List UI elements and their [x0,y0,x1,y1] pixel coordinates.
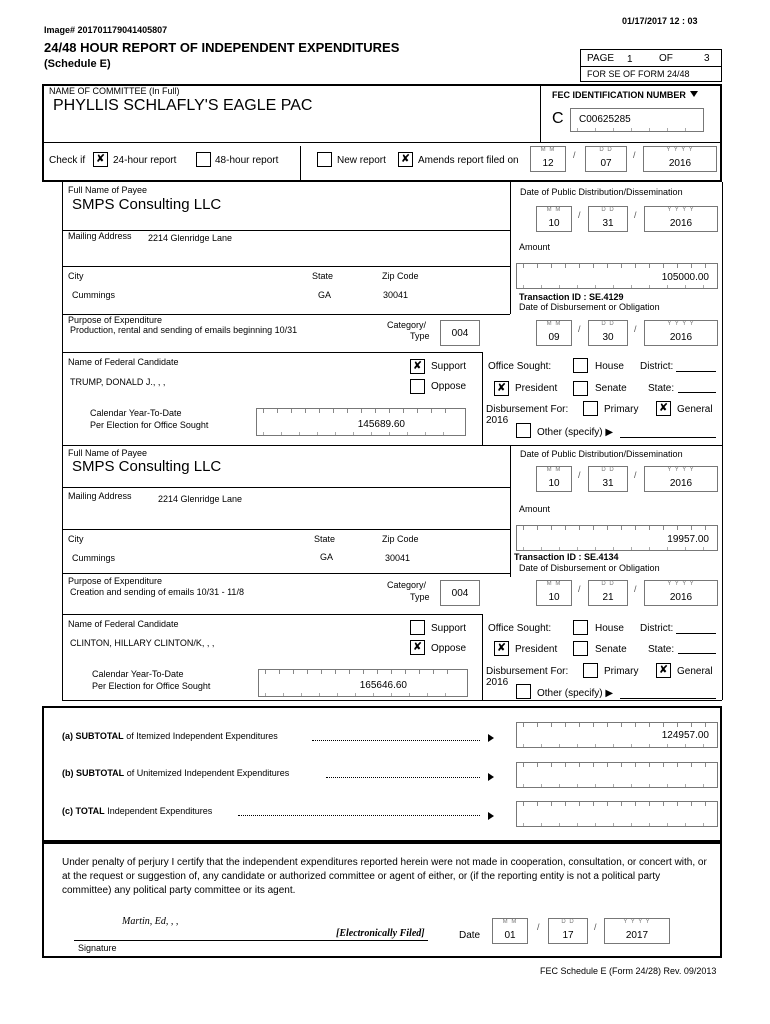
city-value: Cummings [72,290,116,300]
date-label: Date [459,930,481,941]
ytd-label-2: Per Election for Office Sought [90,420,209,430]
fec-id-prefix: C [552,110,564,127]
district-label: District: [640,623,674,634]
type-label: Type [410,592,430,602]
check-if-label: Check if [49,155,86,166]
zip-value: 30041 [385,553,411,563]
category-field[interactable]: 004 [440,580,480,606]
disb-date-label: Date of Disbursement or Obligation [519,563,660,573]
fec-id-value: C00625285 [579,114,631,125]
mailing-address: 2214 Glenridge Lane [148,233,233,243]
state-field-label: State: [648,383,675,394]
subtotal-b-field[interactable] [516,762,718,788]
support-label: Support [431,361,467,372]
senate-label: Senate [595,644,627,655]
label-amends: Amends report filed on [418,155,519,166]
general-label: General [677,404,713,415]
payee-name: SMPS Consulting LLC [72,458,222,475]
pub-date-mm[interactable]: M M 10 [536,206,572,232]
report-datetime: 01/17/2017 12 : 03 [622,16,698,26]
amount-label: Amount [519,242,551,252]
state-field-label: State: [648,644,675,655]
city-label: City [68,271,84,281]
general-checkbox[interactable]: ✘ [656,663,671,678]
candidate-name: CLINTON, HILLARY CLINTON/K, , , [70,638,215,648]
page-label: PAGE [587,53,615,64]
triangle-down-icon [690,91,698,97]
oppose-checkbox[interactable]: ✘ [410,640,425,655]
disb-date-mm[interactable]: M M 09 [536,320,572,346]
of-label: OF [659,53,673,64]
senate-label: Senate [595,383,627,394]
senate-checkbox[interactable] [573,381,588,396]
ytd-label-1: Calendar Year-To-Date [90,408,182,418]
disb-date-dd[interactable]: D D 21 [588,580,628,606]
disbursement-for-label: Disbursement For: [486,404,569,415]
fec-id-field[interactable] [570,108,704,132]
payee-label: Full Name of Payee [68,185,148,195]
pub-date-mm[interactable]: M M 10 [536,466,572,492]
primary-checkbox[interactable] [583,401,598,416]
fec-id-label [552,90,698,100]
category-label: Category/ [387,320,427,330]
total-c-label: (c) TOTAL Independent Expenditures [62,806,213,816]
disbursement-for-label: Disbursement For: [486,666,569,677]
arrow-right-icon [488,773,494,781]
support-checkbox[interactable] [410,620,425,635]
amend-date-yyyy[interactable]: Y Y Y Y 2016 [643,146,717,172]
arrow-right-icon [488,734,494,742]
disb-date-dd[interactable]: D D 30 [588,320,628,346]
ytd-field[interactable]: 145689.60 [256,408,466,436]
page-box [580,49,722,82]
amount-field[interactable]: 19957.00 [516,525,718,551]
mailing-label: Mailing Address [68,231,132,241]
other-checkbox[interactable] [516,684,531,699]
state-value: GA [318,290,332,300]
checkbox-48-hour[interactable] [196,152,211,167]
district-label: District: [640,361,674,372]
disb-date-label: Date of Disbursement or Obligation [519,302,660,312]
label-new-report: New report [337,155,386,166]
sign-date-yyyy[interactable]: Y Y Y Y 2017 [604,918,670,944]
city-value: Cummings [72,553,116,563]
other-label: Other (specify) ▶ [537,427,614,438]
purpose-label: Purpose of Expenditure [68,576,163,586]
pub-date-yyyy[interactable]: Y Y Y Y 2016 [644,466,718,492]
office-label: Office Sought: [488,623,552,634]
transaction-id: Transaction ID : SE.4129 [519,292,624,302]
page-total: 3 [704,53,710,64]
mailing-label: Mailing Address [68,491,132,501]
disbursement-year: 2016 [486,415,509,426]
support-checkbox[interactable]: ✘ [410,359,425,374]
certification-text: Under penalty of perjury I certify that the independent expenditures reported herein were not made in cooperation, consultation, or concert with, or at the request or suggestion of, any candidate or authorized committee or agent of either, or (if the reporting entity is not a political party committee) any political party committee or its agent. [62,857,707,896]
primary-checkbox[interactable] [583,663,598,678]
amount-label: Amount [519,504,551,514]
oppose-label: Oppose [431,643,467,654]
subtotal-a-label: (a) SUBTOTAL of Itemized Independent Expenditures [62,731,278,741]
state-label: State [314,534,336,544]
house-label: House [595,623,624,634]
state-value: GA [320,552,334,562]
other-label: Other (specify) ▶ [537,688,614,699]
oppose-label: Oppose [431,381,467,392]
for-se-label: FOR SE OF FORM 24/48 [587,69,690,79]
label-24-hour: 24-hour report [113,155,177,166]
disbursement-year: 2016 [486,677,509,688]
signature-label: Signature [78,943,117,953]
city-label: City [68,534,84,544]
purpose-label: Purpose of Expenditure [68,315,163,325]
committee-name: PHYLLIS SCHLAFLY'S EAGLE PAC [53,97,313,114]
oppose-checkbox[interactable] [410,379,425,394]
pub-date-dd[interactable]: D D 31 [588,206,628,232]
mailing-address: 2214 Glenridge Lane [158,494,243,504]
electronically-filed: [Electronically Filed] [336,928,425,939]
primary-label: Primary [604,666,639,677]
other-checkbox[interactable] [516,423,531,438]
arrow-right-icon [488,812,494,820]
disb-date-yyyy[interactable]: Y Y Y Y 2016 [644,580,718,606]
senate-checkbox[interactable] [573,641,588,656]
house-label: House [595,361,624,372]
state-label: State [312,271,334,281]
general-checkbox[interactable]: ✘ [656,401,671,416]
primary-label: Primary [604,404,639,415]
signer-name: Martin, Ed, , , [122,916,179,927]
total-c-field[interactable] [516,801,718,827]
president-checkbox[interactable]: ✘ [494,381,509,396]
house-checkbox[interactable] [573,358,588,373]
label-48-hour: 48-hour report [215,155,279,166]
form-title: 24/48 HOUR REPORT OF INDEPENDENT EXPENDITURES [44,40,400,55]
pub-date-label: Date of Public Distribution/Dissemination [520,449,683,459]
pub-date-dd[interactable]: D D 31 [588,466,628,492]
disb-date-mm[interactable]: M M 10 [536,580,572,606]
disb-date-yyyy[interactable]: Y Y Y Y 2016 [644,320,718,346]
category-field[interactable]: 004 [440,320,480,346]
payee-label: Full Name of Payee [68,448,148,458]
image-id: Image# 201701179041405807 [44,25,168,35]
ytd-label-1: Calendar Year-To-Date [92,669,184,679]
committee-name-label: NAME OF COMMITTEE (In Full) [49,86,180,96]
general-label: General [677,666,713,677]
subtotal-a-field[interactable]: 124957.00 [516,722,718,748]
pub-date-yyyy[interactable]: Y Y Y Y 2016 [644,206,718,232]
pub-date-label: Date of Public Distribution/Dissemination [520,187,683,197]
form-footer: FEC Schedule E (Form 24/28) Rev. 09/2013 [540,966,717,976]
zip-label: Zip Code [382,271,419,281]
candidate-name: TRUMP, DONALD J., , , [70,377,166,387]
sign-date-mm[interactable]: M M 01 [492,918,528,944]
president-label: President [515,383,558,394]
candidate-label: Name of Federal Candidate [68,619,179,629]
zip-value: 30041 [383,290,409,300]
ytd-field[interactable]: 165646.60 [258,669,468,697]
amount-field[interactable]: 105000.00 [516,263,718,289]
ytd-label-2: Per Election for Office Sought [92,681,211,691]
purpose-value: Creation and sending of emails 10/31 - 11/8 [70,587,244,597]
fec-id-label-text: FEC IDENTIFICATION NUMBER [552,90,686,100]
zip-label: Zip Code [382,534,419,544]
category-label: Category/ [387,580,427,590]
checkbox-24-hour[interactable]: ✘ [93,152,108,167]
page-number: 1 [627,54,633,65]
payee-name: SMPS Consulting LLC [72,196,222,213]
type-label: Type [410,331,430,341]
subtotal-b-label: (b) SUBTOTAL of Unitemized Independent Expenditures [62,768,290,778]
amend-date-dd[interactable]: D D 07 [585,146,627,172]
candidate-label: Name of Federal Candidate [68,357,179,367]
form-subtitle: (Schedule E) [44,58,111,70]
checkbox-new-report[interactable] [317,152,332,167]
transaction-id: Transaction ID : SE.4134 [514,552,619,562]
office-label: Office Sought: [488,361,552,372]
sign-date-dd[interactable]: D D 17 [548,918,588,944]
house-checkbox[interactable] [573,620,588,635]
president-label: President [515,644,558,655]
amend-date-mm[interactable]: M M 12 [530,146,566,172]
checkbox-amends[interactable]: ✘ [398,152,413,167]
purpose-value: Production, rental and sending of emails beginning 10/31 [70,325,298,335]
support-label: Support [431,623,467,634]
president-checkbox[interactable]: ✘ [494,641,509,656]
